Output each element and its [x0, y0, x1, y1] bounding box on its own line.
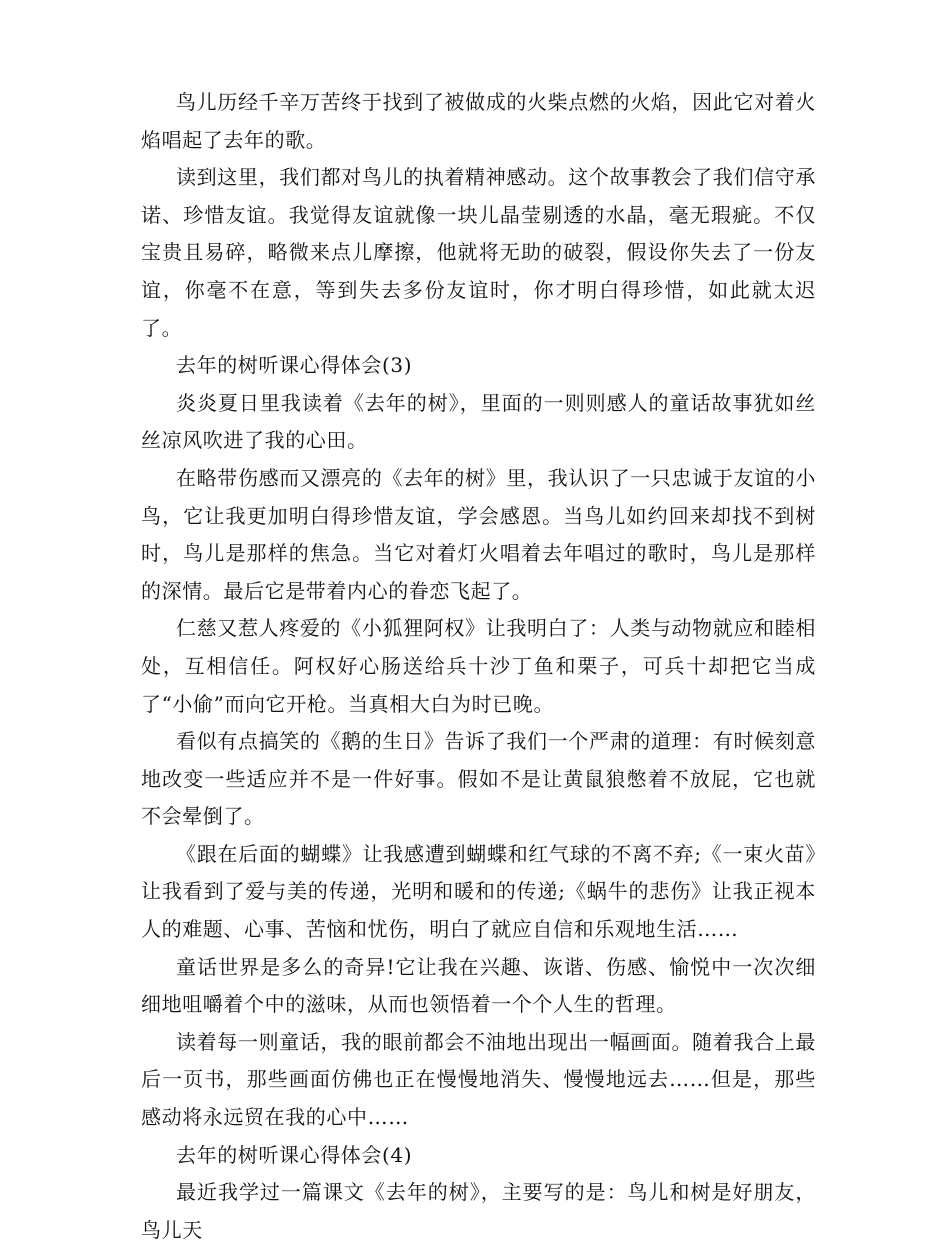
paragraph-butterfly-stories: 《跟在后面的蝴蝶》让我感遭到蝴蝶和红气球的不离不弃;《一束火苗》让我看到了爱与美的传递，光明和暖和的传递;《蜗牛的悲伤》让我正视本人的难题、心事、苦恼和忧伤，明白了就应自信和乐观地生活……	[141, 841, 816, 942]
section-heading-4: 去年的树听课心得体会(4)	[176, 1142, 413, 1167]
paragraph-goose-birthday: 看似有点搞笑的《鹅的生日》告诉了我们一个严肃的道理：有时候刻意地改变一些适应并不是一件好事。假如不是让黄鼠狼憋着不放屁，它也就不会晕倒了。	[141, 729, 816, 829]
section-heading-3: 去年的树听课心得体会(3)	[176, 353, 413, 378]
paragraph-bird-found-flame: 鸟儿历经千辛万苦终于找到了被做成的火柴点燃的火焰，因此它对着火焰唱起了去年的歌。	[141, 90, 816, 152]
paragraph-summer-reading: 炎炎夏日里我读着《去年的树》，里面的一则则感人的童话故事犹如丝丝凉风吹进了我的心田。	[141, 390, 816, 453]
document-body	[141, 84, 816, 1249]
paragraph-friendship-reflection: 读到这里，我们都对鸟儿的执着精神感动。这个故事教会了我们信守承诺、珍惜友谊。我觉得友谊就像一块儿晶莹剔透的水晶，毫无瑕疵。不仅宝贵且易碎，略微来点儿摩擦，他就将无助的破裂，假设你失去了一份友谊，你毫不在意，等到失去多份友谊时，你才明白得珍惜，如此就太迟了。	[141, 165, 816, 340]
paragraph-recent-lesson: 最近我学过一篇课文《去年的树》，主要写的是：鸟儿和树是好朋友，鸟儿天	[141, 1180, 816, 1242]
paragraph-little-fox: 仁慈又惹人疼爱的《小狐狸阿权》让我明白了：人类与动物就应和睦相处，互相信任。阿权好心肠送给兵十沙丁鱼和栗子，可兵十却把它当成了“小偷”而向它开枪。当真相大白为时已晚。	[141, 616, 816, 716]
paragraph-fairy-world: 童话世界是多么的奇异!它让我在兴趣、诙谐、伤感、愉悦中一次次细细地咀嚼着个中的滋味，从而也领悟着一个个人生的哲理。	[141, 954, 816, 1017]
paragraph-reading-images: 读着每一则童话，我的眼前都会不油地出现出一幅画面。随着我合上最后一页书，那些画面仿佛也正在慢慢地消失、慢慢地远去……但是，那些感动将永远贸在我的心中……	[141, 1029, 816, 1130]
paragraph-last-year-tree: 在略带伤感而又漂亮的《去年的树》里，我认识了一只忠诚于友谊的小鸟，它让我更加明白得珍惜友谊，学会感恩。当鸟儿如约回来却找不到树时，鸟儿是那样的焦急。当它对着灯火唱着去年唱过的歌时，鸟儿是那样的深情。最后它是带着内心的眷恋飞起了。	[141, 465, 816, 603]
